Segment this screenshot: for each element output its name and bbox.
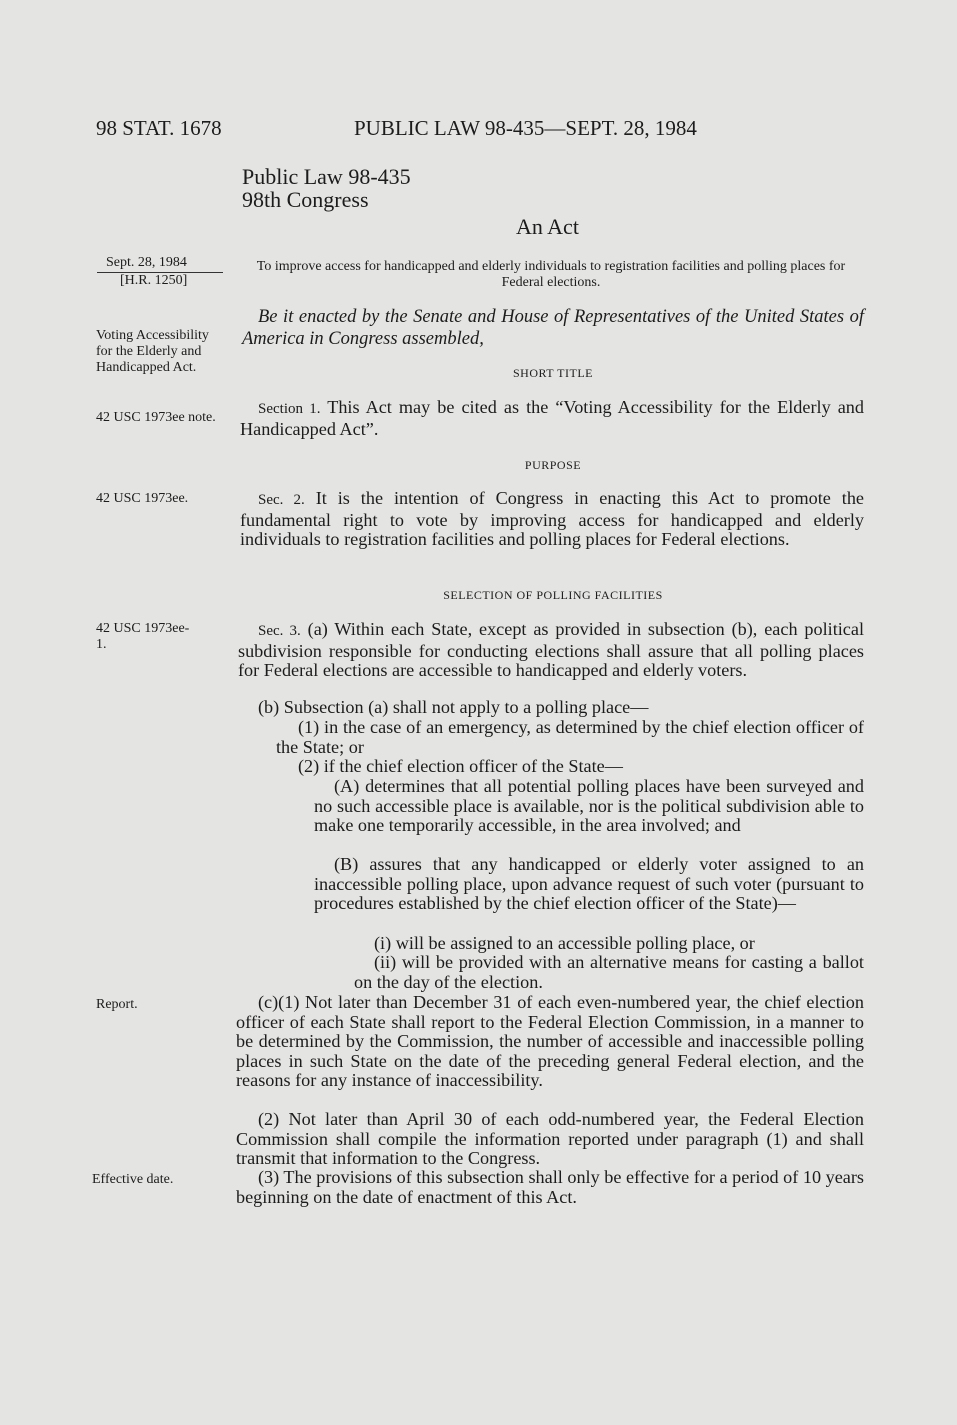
heading-short-title: SHORT TITLE [512,366,593,380]
section-3-b-1: (1) in the case of an emergency, as determined by the chief election officer of the State; or [276,717,864,757]
section-1 [240,398,864,439]
margin-report: Report. [96,997,138,1012]
section-1-text: This Act may be cited as the “Voting Accessibility for the Elderly and Handicapped Act”. [240,397,864,439]
section-2 [240,489,864,550]
section-3-a-text: (a) Within each State, except as provided in subsection (b), each political subdivision responsible for conducting elections shall assure that all polling places for Federal elections are accessible to handicapped and elderly voters. [238,619,865,680]
stat-citation: 98 STAT. 1678 [96,116,222,140]
margin-usc-3: 42 USC 1973ee-1. [96,621,190,652]
section-3-c-2: (2) Not later than April 30 of each odd-numbered year, the Federal Election Commission shall compile the information reported under paragraph (1) and shall transmit that information to the Congress. [236,1109,864,1168]
heading-purpose: PURPOSE [524,458,582,472]
section-3-a [238,620,864,681]
section-3-b-2-B-ii: (ii) will be provided with an alternative means for casting a ballot on the day of the election. [354,952,864,992]
heading-selection: SELECTION OF POLLING FACILITIES [443,588,663,602]
section-3-b-2-A: (A) determines that all potential polling places have been surveyed and no such accessible place is available, nor is the political subdivision able to make one temporarily accessible, in the area involved; and [314,776,864,835]
section-3-c-1: (c)(1) Not later than December 31 of each even-numbered year, the chief election officer of each State shall report to the Federal Election Commission, in a manner to be determined by the Commission, the number of accessible and inaccessible polling places in such State on the date of the preceding general Federal election, and the reasons for any instance of inaccessibility. [236,992,864,1090]
section-3-b: (b) Subsection (a) shall not apply to a polling place— [258,697,649,717]
running-title: PUBLIC LAW 98-435—SEPT. 28, 1984 [354,116,697,140]
section-3-c-3: (3) The provisions of this subsection shall only be effective for a period of 10 years beginning on the date of enactment of this Act. [236,1167,864,1207]
margin-bill-number: [H.R. 1250] [120,273,188,288]
section-3-b-2-B: (B) assures that any handicapped or elderly voter assigned to an inaccessible polling place, upon advance request of such voter (pursuant to procedures established by the chief election officer of the State)— [314,854,864,913]
act-heading: An Act [516,214,579,239]
section-3-b-2-B-i: (i) will be assigned to an accessible polling place, or [374,933,755,953]
section-3-b-2: (2) if the chief election officer of the State— [298,756,623,776]
section-2-text: It is the intention of Congress in enacting this Act to promote the fundamental right to vote by improving access for handicapped and elderly individuals to registration facilities and polling places for Federal elections. [240,488,864,549]
section-3-label: Sec. 3. [258,623,301,639]
margin-usc-2: 42 USC 1973ee. [96,491,189,506]
enacting-clause: Be it enacted by the Senate and House of Representatives of the United States of America in Congress assembled, [242,307,864,349]
margin-effective-date: Effective date. [92,1172,174,1187]
section-2-label: Sec. 2. [258,492,305,508]
margin-date: Sept. 28, 1984 [106,255,187,270]
margin-usc-note-1: 42 USC 1973ee note. [96,410,216,425]
margin-short-title-note: Voting Accessibility for the Elderly and Handicapped Act. [96,328,209,375]
section-1-label: Section 1. [258,401,321,417]
public-law-number: Public Law 98-435 [242,164,411,189]
long-title: To improve access for handicapped and elderly individuals to registration facilities and polling places for Federal elections. [256,259,846,290]
congress-number: 98th Congress [242,187,369,212]
